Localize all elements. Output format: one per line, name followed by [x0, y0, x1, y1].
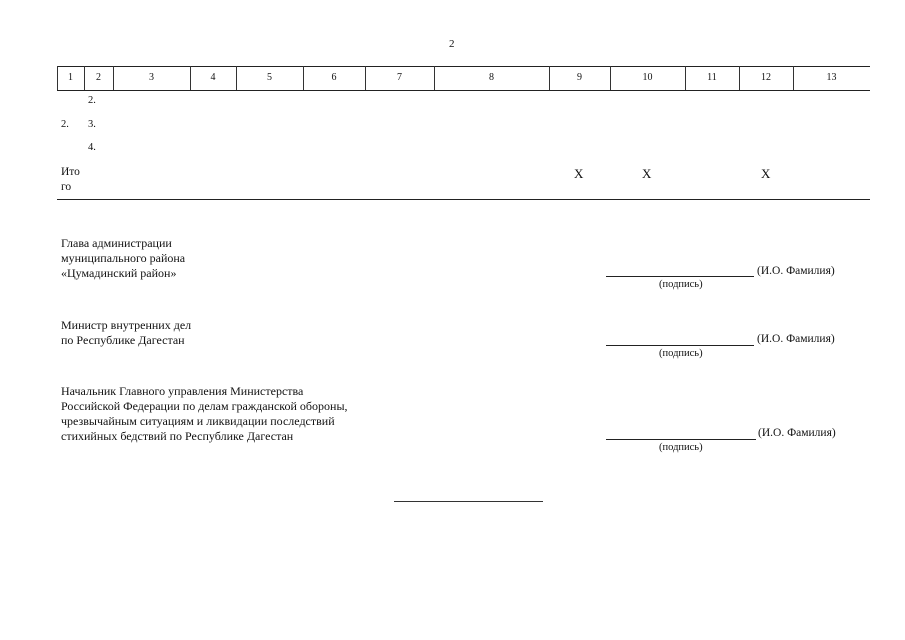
- signature-caption: (подпись): [659, 279, 703, 290]
- table-header-bottom-border: [57, 90, 870, 91]
- signer-title-line: Начальник Главного управления Министерства: [61, 384, 304, 398]
- column-number: 12: [761, 72, 771, 83]
- signature-caption: (подпись): [659, 348, 703, 359]
- row-subnumber: 2.: [88, 95, 96, 106]
- column-number: 3: [149, 72, 154, 83]
- column-number: 8: [489, 72, 494, 83]
- total-col9-mark: X: [574, 166, 584, 181]
- column-number: 1: [68, 72, 73, 83]
- column-number: 13: [826, 72, 837, 83]
- row-subnumber: 4.: [88, 142, 96, 153]
- column-number: 11: [707, 72, 717, 83]
- total-label-line2: го: [61, 181, 72, 193]
- signer-title-line: стихийных бедствий по Республике Дагестан: [61, 429, 294, 443]
- column-number: 9: [577, 72, 582, 83]
- column-number: 10: [642, 72, 653, 83]
- column-number: 6: [331, 72, 337, 83]
- signature-caption: (подпись): [659, 442, 703, 453]
- signature-line: [606, 276, 754, 277]
- signer-title-line: «Цумадинский район»: [61, 266, 177, 280]
- name-placeholder: (И.О. Фамилия): [758, 427, 836, 439]
- row-number: 2.: [61, 119, 69, 130]
- signer-title: [61, 236, 185, 281]
- signer-title-line: по Республике Дагестан: [61, 333, 185, 347]
- row-subnumber: 3.: [88, 119, 96, 130]
- name-placeholder: (И.О. Фамилия): [757, 333, 835, 345]
- signature-line: [606, 345, 754, 346]
- signer-title-line: муниципального района: [61, 251, 186, 265]
- document-end-line: [394, 501, 543, 502]
- total-label-line1: Ито: [61, 166, 80, 178]
- signer-title-line: Министр внутренних дел: [61, 318, 192, 332]
- column-number: 4: [210, 72, 216, 83]
- page-number: 2: [449, 38, 455, 50]
- total-col12-mark: X: [761, 166, 771, 181]
- table-top-border: [57, 66, 870, 67]
- column-number: 2: [96, 72, 101, 83]
- signer-title-line: Российской Федерации по делам гражданской обороны,: [61, 399, 348, 413]
- column-number: 5: [267, 72, 272, 83]
- total-col10-mark: X: [642, 166, 652, 181]
- column-number: 7: [397, 72, 402, 83]
- signer-title: [61, 318, 191, 348]
- name-placeholder: (И.О. Фамилия): [757, 265, 835, 277]
- signer-title-line: чрезвычайным ситуациям и ликвидации последствий: [61, 414, 335, 428]
- signature-line: [606, 439, 756, 440]
- signer-title-line: Глава администрации: [61, 236, 172, 250]
- signer-title: [61, 384, 348, 444]
- table-bottom-border: [57, 199, 870, 200]
